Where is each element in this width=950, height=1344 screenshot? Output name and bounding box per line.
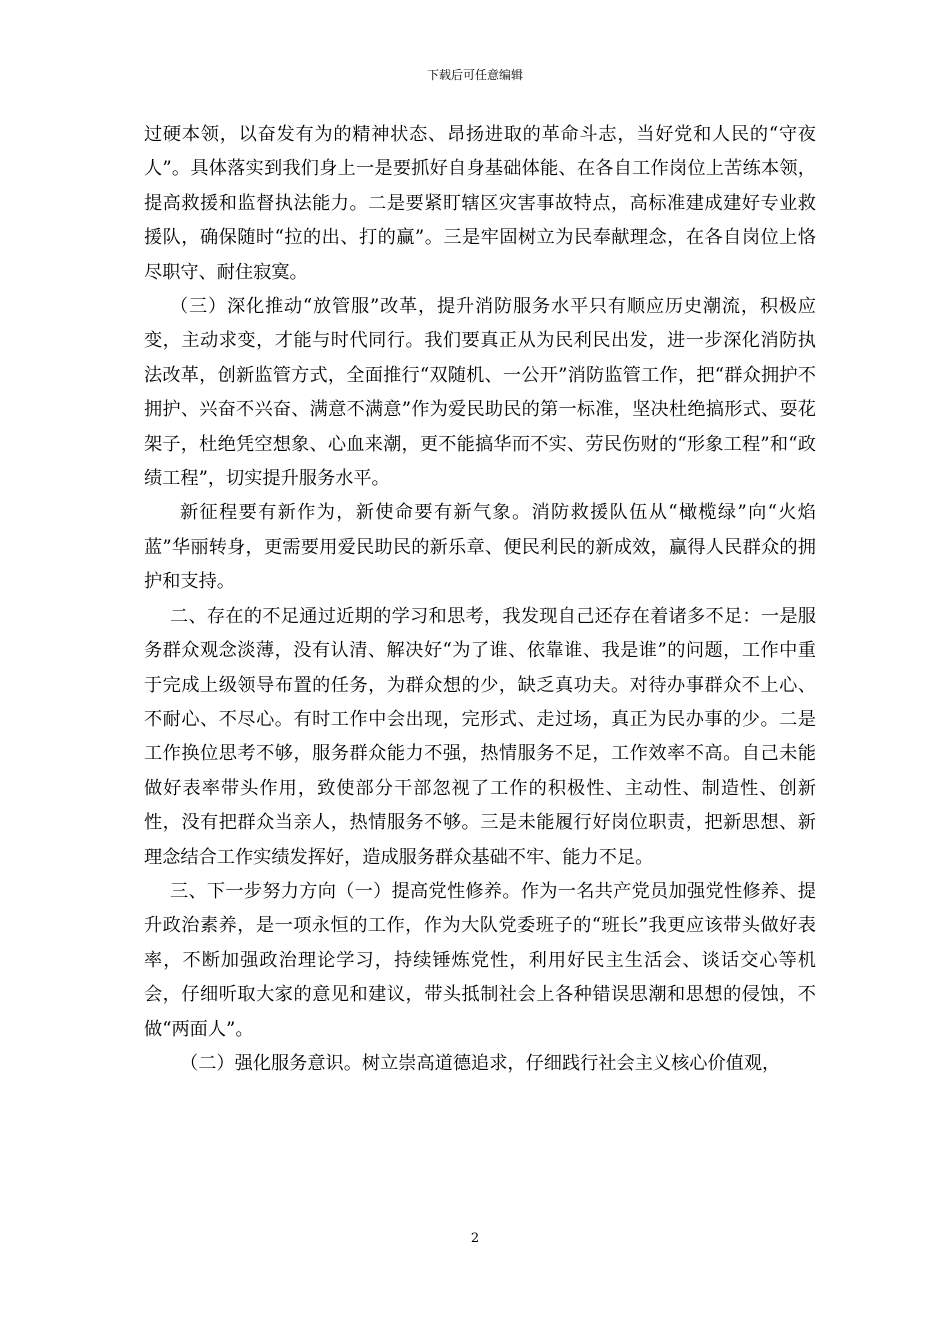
page-header: 下载后可任意编辑	[426, 68, 523, 82]
document-body	[144, 118, 816, 1081]
paragraph-1: 过硬本领，以奋发有为的精神状态、昂扬进取的革命斗志，当好党和人民的“守夜人”。具体落实到我们身上一是要抓好自身基础体能、在各自工作岗位上苦练本领，提高救援和监督执法能力。二是要紧盯辖区灾害事故特点，高标准建成建好专业救援队，确保随时“拉的出、打的赢”。三是牢固树立为民奉献理念，在各自岗位上恪尽职守、耐住寂寞。	[144, 124, 816, 283]
paragraph-6: （二）强化服务意识。树立崇高道德追求，仔细践行社会主义核心价值观，	[180, 1052, 781, 1074]
paragraph-5: 三、下一步努力方向（一）提高党性修养。作为一名共产党员加强党性修养、提升政治素养，是一项永恒的工作，作为大队党委班子的“班长”我更应该带头做好表率，不断加强政治理论学习，持续锤炼党性，利用好民主生活会、谈话交心等机会，仔细听取大家的意见和建议，带头抵制社会上各种错误思潮和思想的侵蚀，不做“两面人”。	[144, 880, 816, 1040]
paragraph-3: 新征程要有新作为，新使命要有新气象。消防救援队伍从“橄榄绿”向“火焰蓝”华丽转身，更需要用爱民助民的新乐章、便民利民的新成效，赢得人民群众的拥护和支持。	[144, 502, 816, 593]
paragraph-2: （三）深化推动“放管服”改革，提升消防服务水平只有顺应历史潮流，积极应变，主动求变，才能与时代同行。我们要真正从为民利民出发，进一步深化消防执法改革，创新监管方式，全面推行“双随机、一公开”消防监管工作，把“群众拥护不拥护、兴奋不兴奋、满意不满意”作为爱民助民的第一标准，坚决杜绝搞形式、耍花架子，杜绝凭空想象、心血来潮，更不能搞华而不实、劳民伤财的“形象工程”和“政绩工程”，切实提升服务水平。	[144, 296, 816, 490]
paragraph-4: 二、存在的不足通过近期的学习和思考，我发现自己还存在着诸多不足：一是服务群众观念淡薄，没有认清、解决好“为了谁、依靠谁、我是谁”的问题，工作中重于完成上级领导布置的任务，为群众想的少，缺乏真功夫。对待办事群众不上心、不耐心、不尽心。有时工作中会出现，完形式、走过场，真正为民办事的少。二是工作换位思考不够，服务群众能力不强，热情服务不足，工作效率不高。自己未能做好表率带头作用，致使部分干部忽视了工作的积极性、主动性、制造性、创新性，没有把群众当亲人，热情服务不够。三是未能履行好岗位职责，把新思想、新理念结合工作实绩发挥好，造成服务群众基础不牢、能力不足。	[144, 605, 816, 868]
page-number: 2	[470, 1231, 480, 1246]
